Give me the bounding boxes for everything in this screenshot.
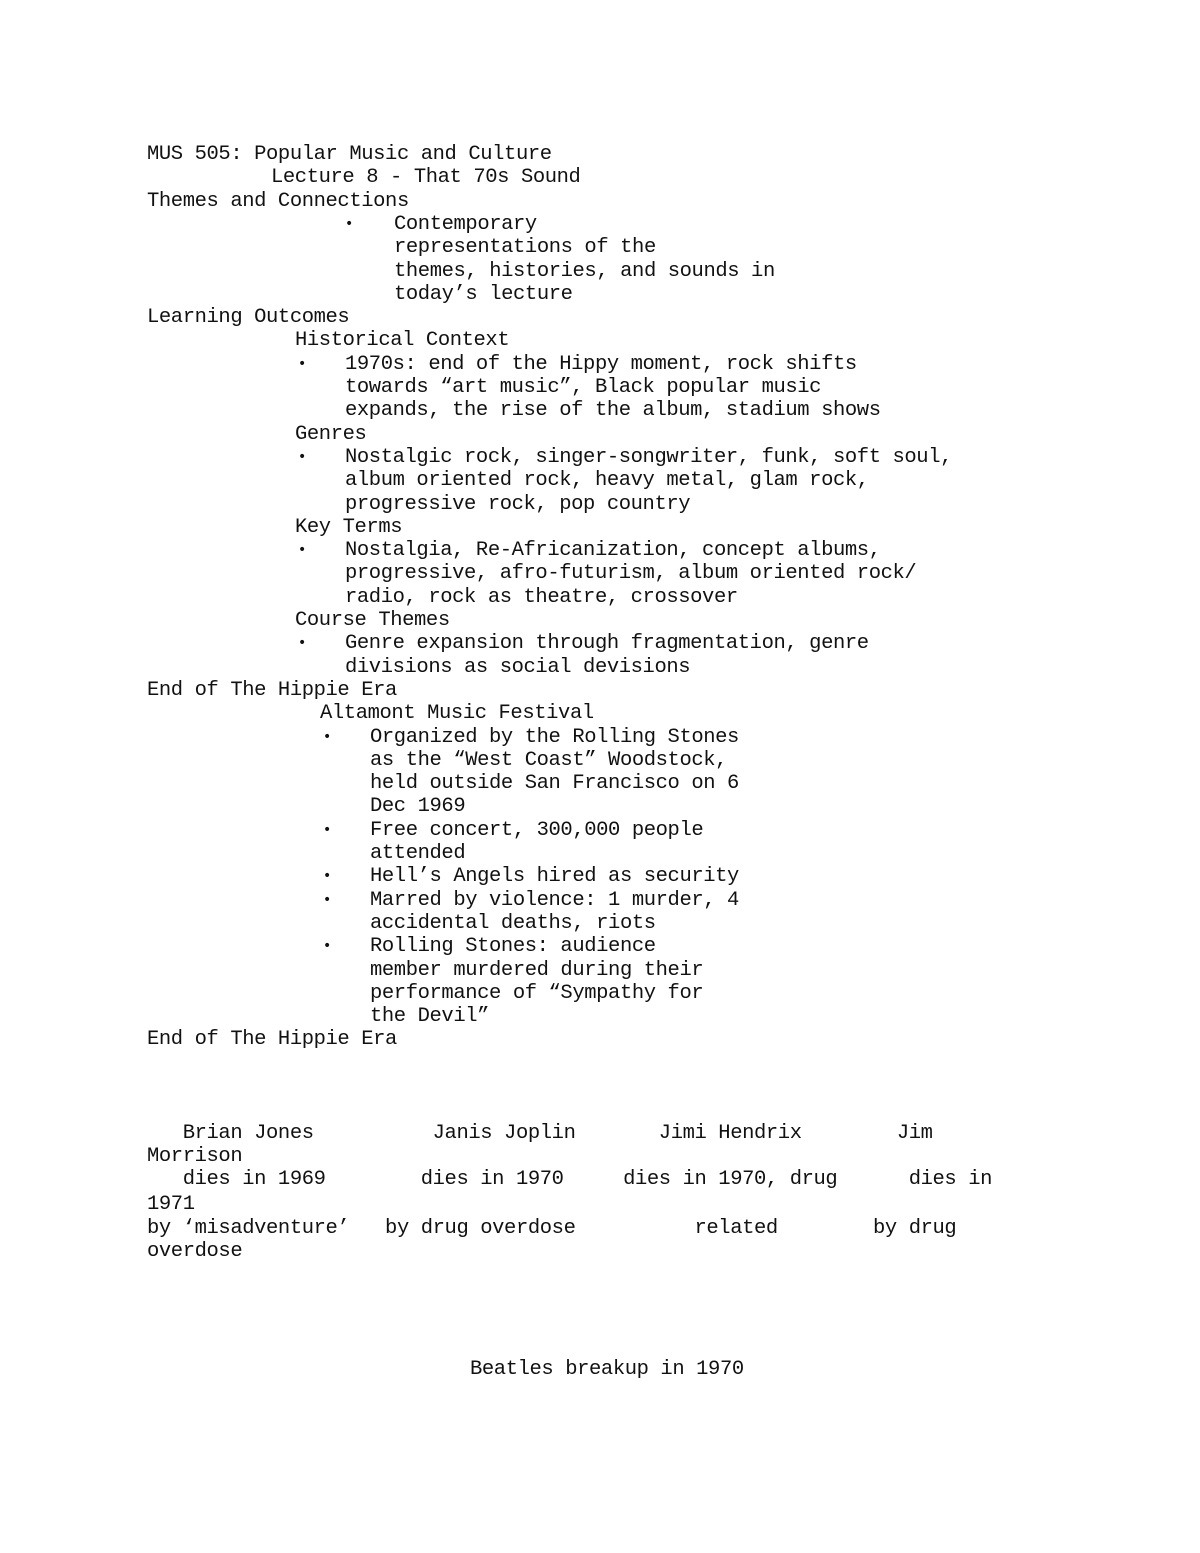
- subsection-heading: Altamont Music Festival: [320, 702, 594, 726]
- bullet-marker: •: [298, 635, 307, 652]
- death-list-line: Morrison: [147, 1144, 243, 1168]
- bullet-text: towards “art music”, Black popular music: [345, 376, 822, 399]
- bullet-text: Rolling Stones: audience: [370, 935, 656, 959]
- bullet-marker: •: [323, 821, 332, 838]
- subsection-heading: Historical Context: [295, 329, 510, 353]
- subsection-heading: Genres: [295, 422, 367, 446]
- bullet-text: album oriented rock, heavy metal, glam rock,: [345, 469, 869, 493]
- bullet-text: themes, histories, and sounds in: [394, 259, 775, 283]
- death-list-line: dies in 1969 dies in 1970 dies in 1970, drug dies in: [147, 1168, 993, 1192]
- bullet-text: attended: [370, 842, 466, 865]
- bullet-marker: •: [298, 542, 307, 559]
- bullet-text: the Devil”: [370, 1005, 490, 1029]
- bullet-text: Marred by violence: 1 murder, 4: [370, 888, 739, 912]
- bullet-text: expands, the rise of the album, stadium shows: [345, 399, 881, 423]
- bullet-marker: •: [323, 938, 332, 955]
- bullet-text: today’s lecture: [394, 282, 573, 306]
- bullet-text: Dec 1969: [370, 795, 466, 819]
- section-heading: End of The Hippie Era: [147, 1028, 397, 1052]
- beatles-caption: Beatles breakup in 1970: [470, 1357, 744, 1381]
- section-heading: End of The Hippie Era: [147, 678, 397, 702]
- bullet-text: Hell’s Angels hired as security: [370, 865, 739, 889]
- bullet-text: Nostalgic rock, singer-songwriter, funk, soft soul,: [345, 445, 953, 469]
- bullet-text: Organized by the Rolling Stones: [370, 725, 739, 749]
- bullet-text: Genre expansion through fragmentation, genre: [345, 632, 869, 656]
- course-title: MUS 505: Popular Music and Culture: [147, 143, 552, 166]
- bullet-text: 1970s: end of the Hippy moment, rock shifts: [345, 352, 857, 376]
- bullet-text: Free concert, 300,000 people: [370, 818, 704, 842]
- bullet-marker: •: [323, 868, 332, 885]
- bullet-text: member murdered during their: [370, 958, 704, 982]
- death-list-line: overdose: [147, 1239, 243, 1263]
- death-list-line: 1971: [147, 1193, 195, 1217]
- bullet-text: Nostalgia, Re-Africanization, concept albums,: [345, 539, 881, 563]
- death-list-line: by ‘misadventure’ by drug overdose related by drug: [147, 1216, 957, 1240]
- bullet-text: held outside San Francisco on 6: [370, 772, 739, 796]
- bullet-text: performance of “Sympathy for: [370, 981, 704, 1005]
- bullet-text: progressive rock, pop country: [345, 492, 691, 516]
- bullet-marker: •: [298, 448, 307, 465]
- bullet-text: representations of the: [394, 236, 656, 260]
- subsection-heading: Course Themes: [295, 609, 450, 632]
- bullet-text: progressive, afro-futurism, album oriented rock/: [345, 562, 917, 586]
- bullet-marker: •: [323, 728, 332, 745]
- bullet-marker: •: [298, 355, 307, 372]
- subsection-heading: Key Terms: [295, 515, 403, 539]
- section-heading: Themes and Connections: [147, 189, 409, 213]
- bullet-text: Contemporary: [394, 212, 537, 236]
- section-heading: Learning Outcomes: [147, 306, 350, 330]
- death-list-line: Brian Jones Janis Joplin Jimi Hendrix Jim: [147, 1121, 933, 1145]
- bullet-text: divisions as social devisions: [345, 655, 691, 679]
- bullet-text: accidental deaths, riots: [370, 911, 656, 935]
- lecture-title: Lecture 8 - That 70s Sound: [271, 166, 581, 190]
- bullet-marker: •: [345, 215, 354, 232]
- bullet-marker: •: [323, 891, 332, 908]
- bullet-text: radio, rock as theatre, crossover: [345, 585, 738, 609]
- bullet-text: as the “West Coast” Woodstock,: [370, 748, 728, 772]
